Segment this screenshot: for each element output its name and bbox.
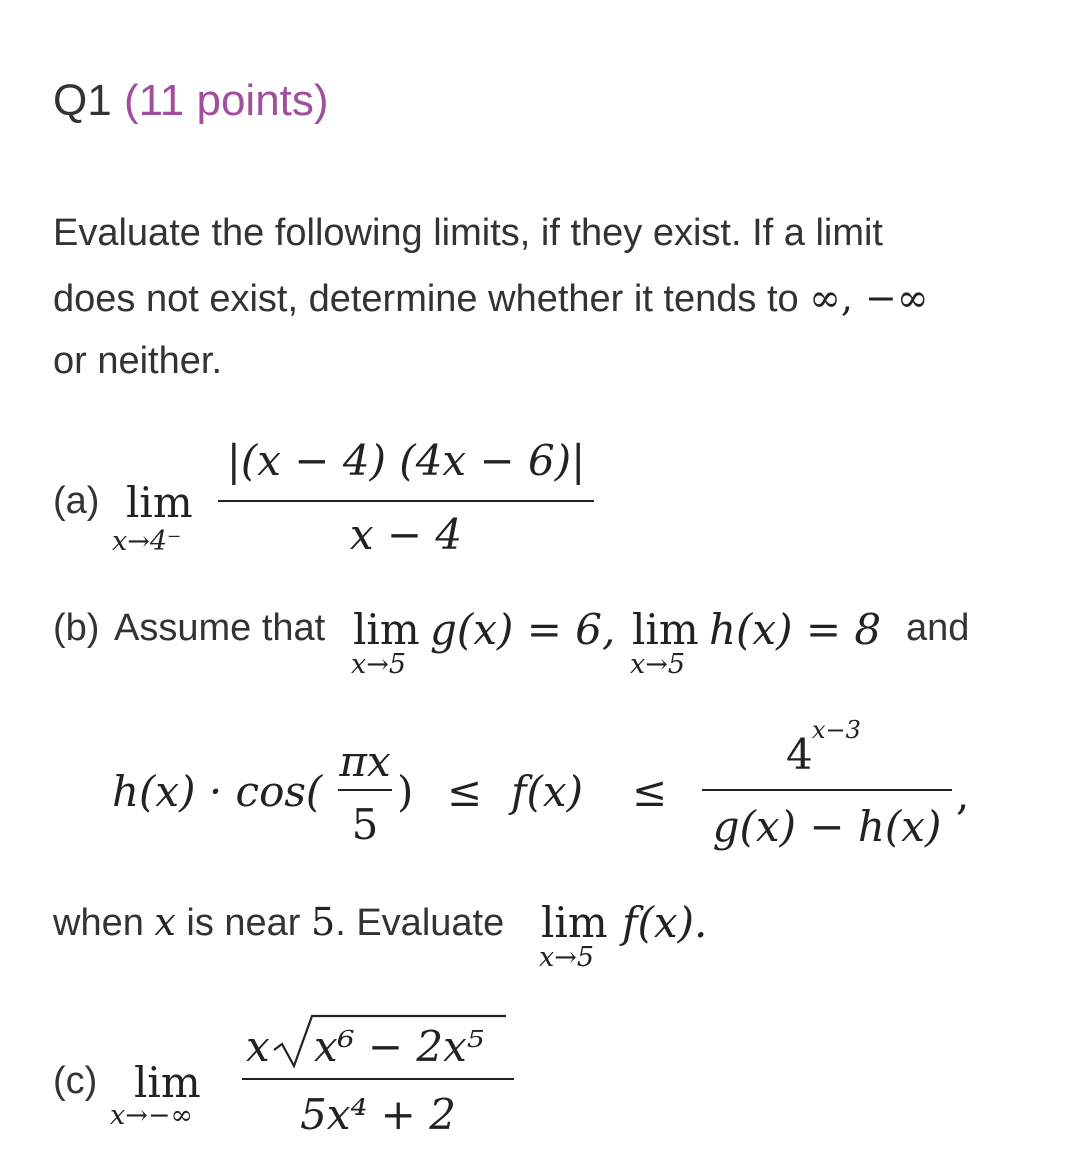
part-c-fraction-bar xyxy=(242,1078,514,1080)
part-b-x-var: x xyxy=(154,900,176,944)
part-c-radicand: x⁶ − 2x⁵ xyxy=(314,1022,484,1071)
part-c-approach: x→−∞ xyxy=(110,1100,193,1131)
question-points: (11 points) xyxy=(123,76,329,125)
part-a-numerator: |(x − 4) (4x − 6)| xyxy=(226,436,586,485)
part-b-and: and xyxy=(906,607,970,649)
part-b-near-value: 5 xyxy=(311,900,336,944)
part-a-lim: lim xyxy=(126,478,193,527)
part-b-when-line xyxy=(53,900,504,945)
part-b-lim-h: lim xyxy=(632,605,699,654)
part-b-when: when xyxy=(53,902,144,944)
part-b-approach-g: x→5 xyxy=(351,649,407,680)
part-b-intro: Assume that xyxy=(114,607,326,649)
part-a-fraction-bar xyxy=(218,500,594,502)
part-b-near-text: is near xyxy=(186,902,301,944)
question-title xyxy=(53,76,329,126)
part-a-denominator: x − 4 xyxy=(349,510,463,559)
part-b-label: (b) xyxy=(53,607,100,649)
part-b-fraction-bar xyxy=(702,789,952,791)
part-b-f-x: f(x) xyxy=(511,767,584,816)
part-b-lim-g: lim xyxy=(353,605,420,654)
intro-line-2 xyxy=(53,276,929,321)
intro-line-1: Evaluate the following limits, if they exist. If a limit xyxy=(53,212,883,254)
part-c-lim: lim xyxy=(134,1058,201,1107)
part-b-leq-1: ≤ xyxy=(447,767,483,816)
part-b-h-limit: h(x) = 8 xyxy=(709,605,882,654)
part-b-approach-h: x→5 xyxy=(630,649,686,680)
part-c-num-prefix: x xyxy=(246,1022,270,1071)
part-b-four: 4 xyxy=(786,730,813,779)
part-a-approach: x→4⁻ xyxy=(112,526,182,557)
part-b-comma: , xyxy=(956,770,970,819)
part-b-leq-2: ≤ xyxy=(632,767,668,816)
part-b-target: f(x). xyxy=(622,898,708,947)
intro-line-3: or neither. xyxy=(53,340,222,382)
part-b-lim-f: lim xyxy=(541,898,608,947)
question-number: Q1 xyxy=(53,76,112,125)
part-c-label: (c) xyxy=(53,1060,98,1102)
intro-line-2-text: does not exist, determine whether it tends to xyxy=(53,278,799,320)
part-b-g-limit: g(x) = 6, xyxy=(430,605,616,654)
part-b-close-paren: ) xyxy=(397,767,414,816)
part-b-five: 5 xyxy=(351,800,379,849)
part-b-evaluate: . Evaluate xyxy=(335,902,505,944)
part-b-pi-x: πx xyxy=(339,737,391,786)
infinity-options: ∞, −∞ xyxy=(809,276,929,320)
part-b-cos-fraction-bar xyxy=(338,789,392,791)
part-b-denominator: g(x) − h(x) xyxy=(712,802,942,851)
part-b-approach-f: x→5 xyxy=(539,942,595,973)
part-b-lower-bound: h(x) · cos( xyxy=(112,767,323,816)
part-a-label: (a) xyxy=(53,480,100,522)
part-c-denominator: 5x⁴ + 2 xyxy=(300,1090,456,1139)
part-b-exponent: x−3 xyxy=(812,716,861,744)
